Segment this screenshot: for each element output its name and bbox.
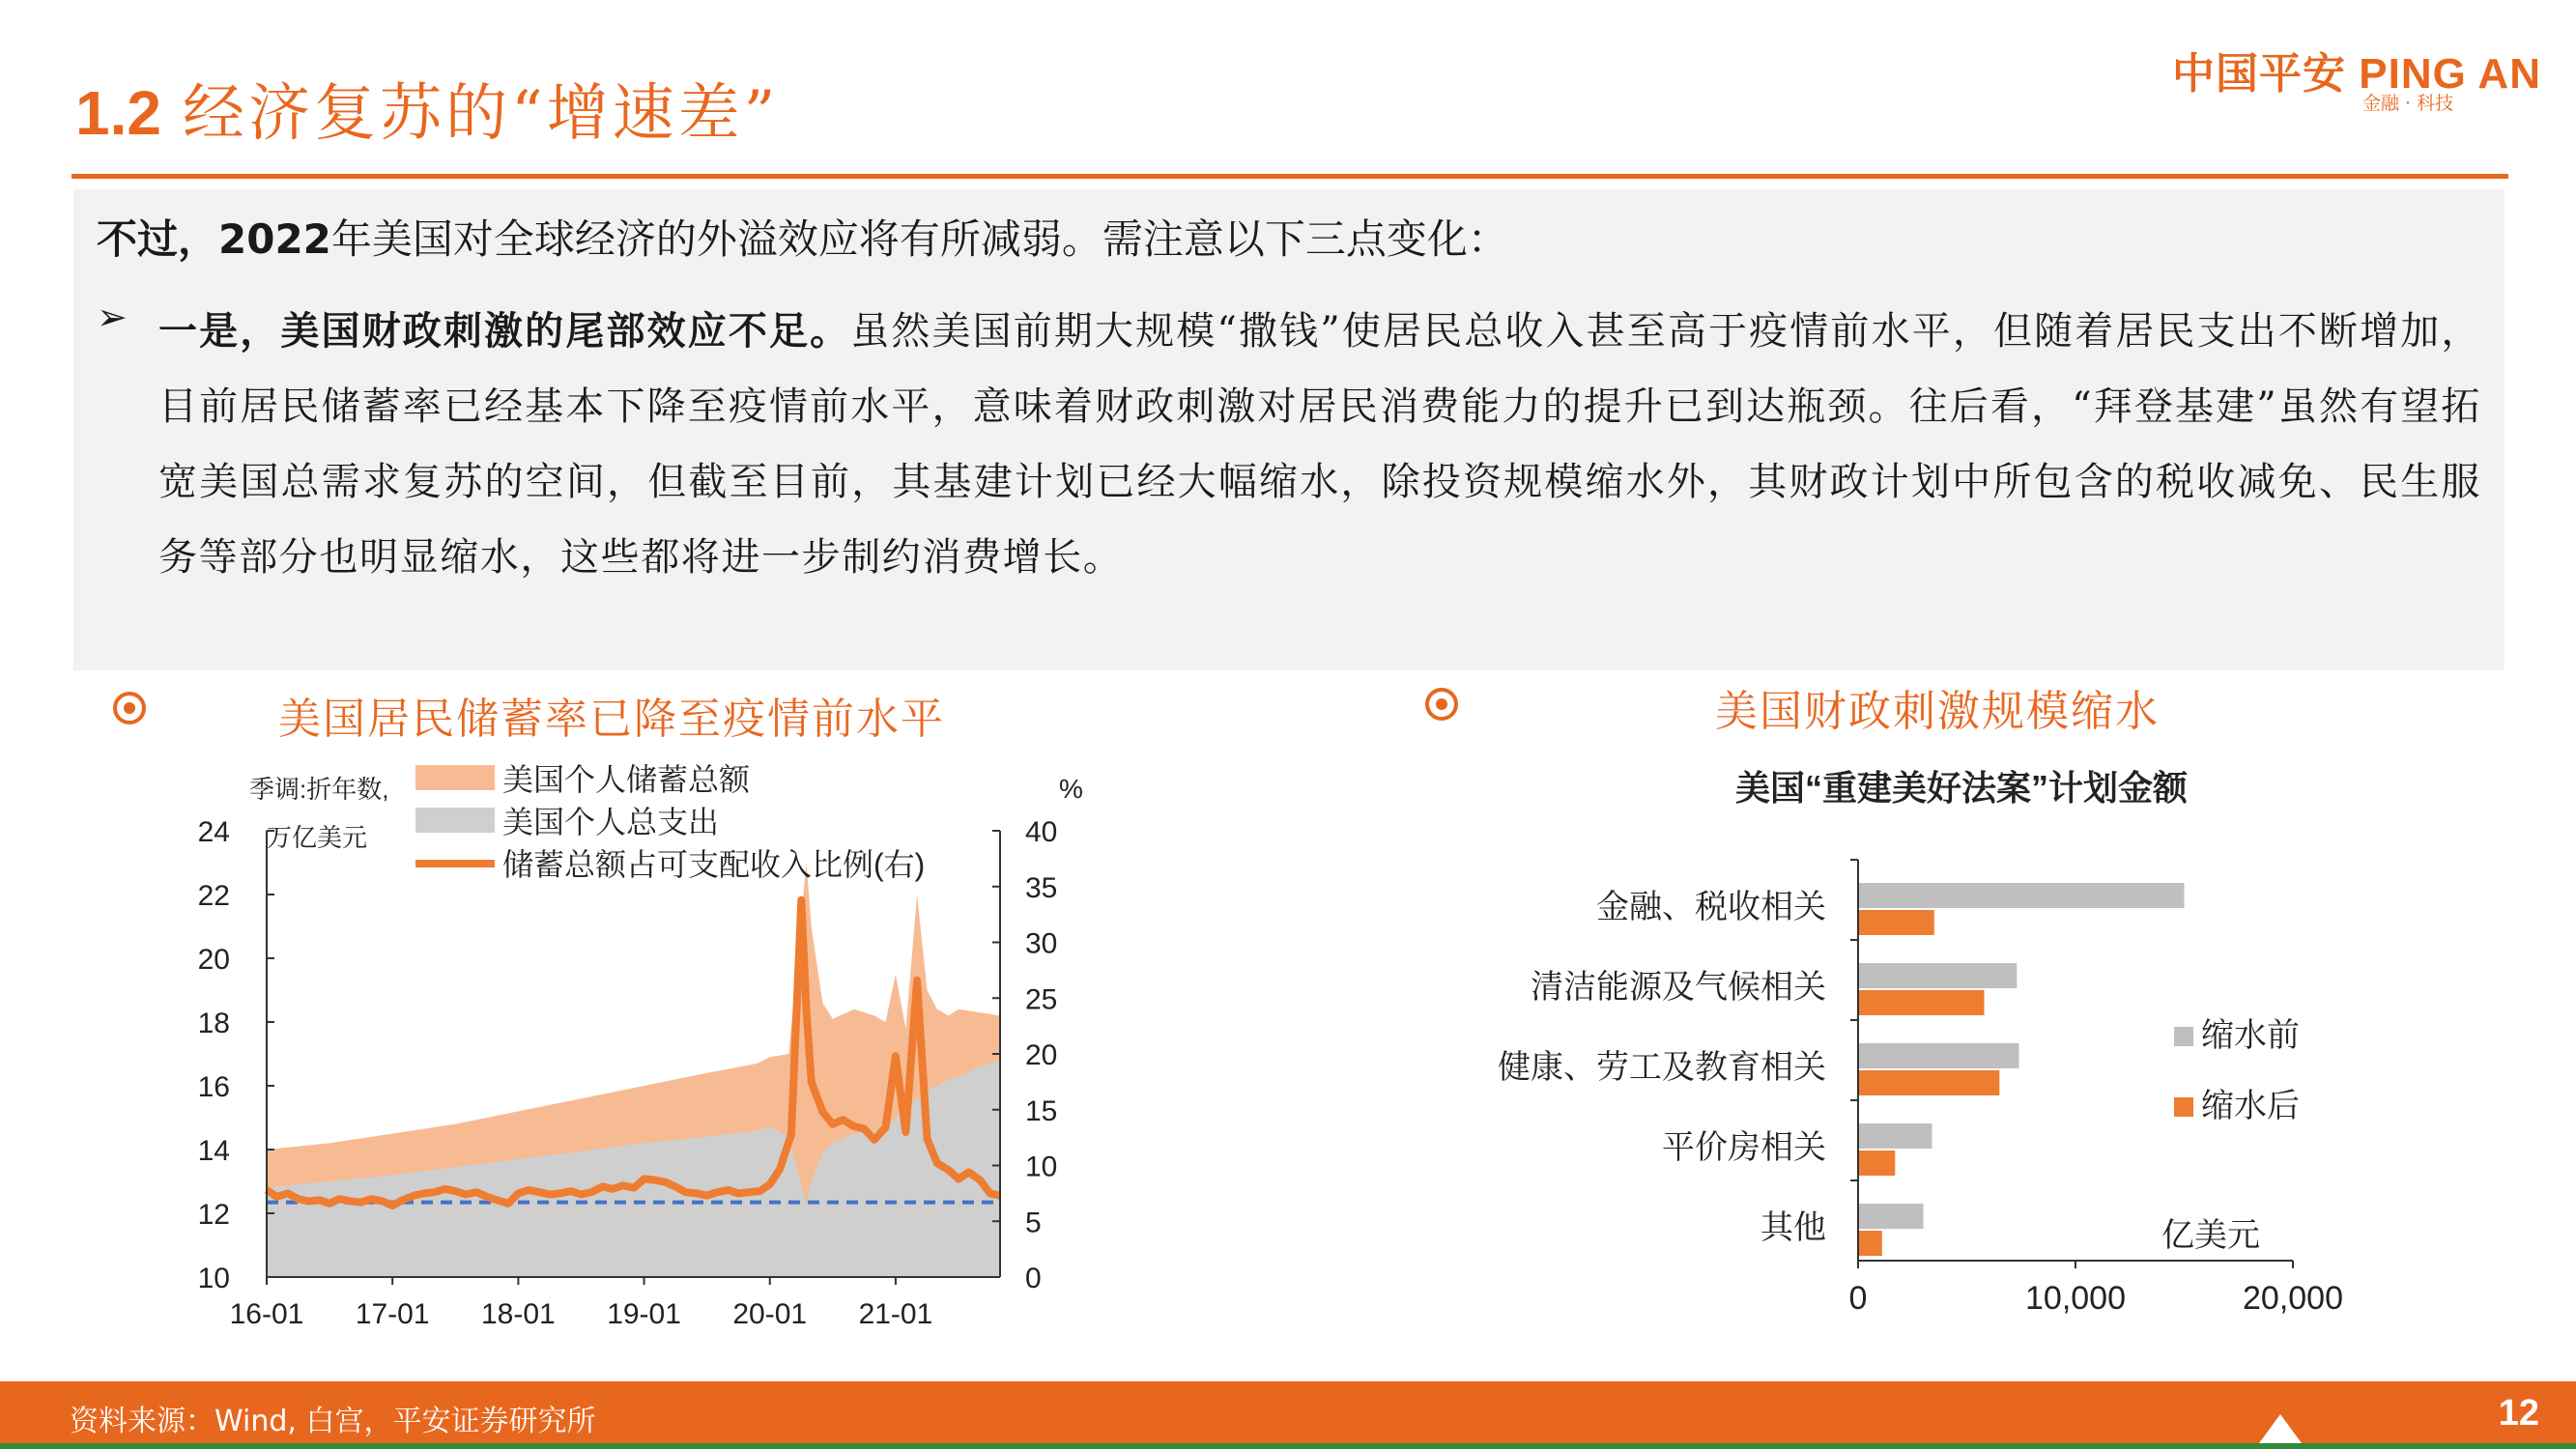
- bar-before: [1858, 1123, 1932, 1149]
- bbb-plan-chart: [1401, 753, 2561, 1352]
- bar-after: [1858, 1151, 1895, 1176]
- legend-label: 美国个人总支出: [502, 805, 720, 839]
- right-tick-label: 20: [1025, 1039, 1058, 1071]
- left-tick-label: 10: [197, 1263, 230, 1294]
- right-tick-label: 0: [1025, 1263, 1042, 1294]
- legend-label-before: 缩水前: [2201, 1017, 2300, 1054]
- left-tick-label: 14: [197, 1135, 230, 1167]
- right-tick-label: 25: [1025, 983, 1058, 1016]
- logo-main-text: 中国平安 PING AN: [2172, 50, 2541, 98]
- bar-after: [1858, 1231, 1882, 1256]
- right-tick-label: 30: [1025, 927, 1058, 960]
- left-tick-label: 12: [197, 1199, 230, 1231]
- category-label: 清洁能源及气候相关: [1531, 969, 1826, 1006]
- right-chart-radio-icon: [1425, 688, 1458, 721]
- savings-rate-chart: [174, 753, 1295, 1352]
- title-number: 1.2: [75, 78, 161, 148]
- left-tick-label: 20: [197, 944, 230, 976]
- legend-swatch-before: [2174, 1027, 2193, 1046]
- bar-after: [1858, 990, 1985, 1015]
- title-divider: [72, 174, 2508, 179]
- x-tick-label: 18-01: [481, 1298, 556, 1330]
- lead-bold: 不过，2022: [97, 215, 331, 263]
- x-tick-label: 16-01: [229, 1298, 304, 1330]
- x-tick-label: 21-01: [858, 1298, 933, 1330]
- category-label: 金融、税收相关: [1596, 889, 1826, 925]
- pingan-logo: [2135, 39, 2541, 112]
- footer-green-line: [0, 1443, 2576, 1449]
- x-tick-label: 20,000: [2243, 1280, 2343, 1317]
- lead-rest: 年美国对全球经济的外溢效应将有所减弱。需注意以下三点变化：: [330, 215, 1508, 263]
- left-unit-top: 季调:折年数,: [249, 775, 389, 804]
- footer-triangle-icon: [2259, 1414, 2302, 1443]
- legend-label-after: 缩水后: [2201, 1088, 2300, 1124]
- category-label: 健康、劳工及教育相关: [1498, 1049, 1826, 1086]
- x-tick-label: 10,000: [2025, 1280, 2126, 1317]
- right-tick-label: 15: [1025, 1094, 1058, 1127]
- left-chart-title: 美国居民储蓄率已降至疫情前水平: [278, 695, 945, 744]
- x-tick-label: 0: [1848, 1280, 1868, 1317]
- left-tick-label: 24: [197, 816, 230, 848]
- legend-label: 储蓄总额占可支配收入比例(右): [502, 847, 926, 882]
- right-unit: %: [1059, 774, 1083, 804]
- x-tick-label: 20-01: [732, 1298, 808, 1330]
- right-tick-label: 5: [1025, 1207, 1042, 1239]
- bullet-bold: 一是，美国财政刺激的尾部效应不足。: [158, 309, 851, 354]
- left-chart-radio-icon: [113, 692, 146, 724]
- right-tick-label: 35: [1025, 871, 1058, 904]
- category-label: 其他: [1760, 1209, 1826, 1246]
- bullet-paragraph: [158, 294, 2481, 595]
- bar-chart-title: 美国“重建美好法案”计划金额: [1734, 768, 2189, 808]
- bar-unit: 亿美元: [2161, 1217, 2260, 1254]
- bar-after: [1858, 1070, 1999, 1095]
- x-tick-label: 19-01: [607, 1298, 681, 1330]
- page-title: [75, 64, 779, 153]
- bar-before: [1858, 883, 2185, 908]
- x-tick-label: 17-01: [355, 1298, 430, 1330]
- right-tick-label: 40: [1025, 816, 1058, 848]
- logo-sub-text: 金融 · 科技: [2362, 93, 2454, 114]
- left-tick-label: 22: [197, 880, 230, 912]
- bar-before: [1858, 963, 2017, 988]
- footer-bar: [0, 1381, 2576, 1449]
- left-unit: 万亿美元: [267, 823, 368, 852]
- page-number: 12: [2498, 1393, 2539, 1434]
- right-chart-title: 美国财政刺激规模缩水: [1715, 687, 2160, 736]
- bullet-text: 虽然美国前期大规模“撒钱”使居民总收入甚至高于疫情前水平，但随着居民支出不断增加，目前居民储蓄率已经基本下降至疫情前水平，意味着财政刺激对居民消费能力的提升已到达瓶颈。往后看，“拜登基建”虽然有望拓宽美国总需求复苏的空间，但截至目前，其基建计划已经大幅缩水，除投资规模缩水外，其财政计划中所包含的税收减免、民生服务等部分也明显缩水，这些都将进一步制约消费增长。: [158, 309, 2482, 580]
- right-tick-label: 10: [1025, 1151, 1058, 1183]
- bar-after: [1858, 910, 1934, 935]
- bullet-arrow-icon: ➢: [97, 296, 128, 338]
- left-tick-label: 16: [197, 1071, 230, 1103]
- source-note: 资料来源：Wind, 白宫，平安证券研究所: [70, 1405, 596, 1438]
- legend-swatch: [415, 765, 495, 790]
- lead-sentence: [97, 205, 1508, 274]
- category-label: 平价房相关: [1662, 1129, 1826, 1166]
- bar-before: [1858, 1204, 1924, 1229]
- title-text: 经济复苏的“增速差”: [182, 78, 780, 150]
- legend-swatch: [415, 808, 495, 833]
- bar-before: [1858, 1043, 2019, 1068]
- left-tick-label: 18: [197, 1008, 230, 1039]
- legend-label: 美国个人储蓄总额: [502, 762, 751, 797]
- legend-swatch-after: [2174, 1097, 2193, 1117]
